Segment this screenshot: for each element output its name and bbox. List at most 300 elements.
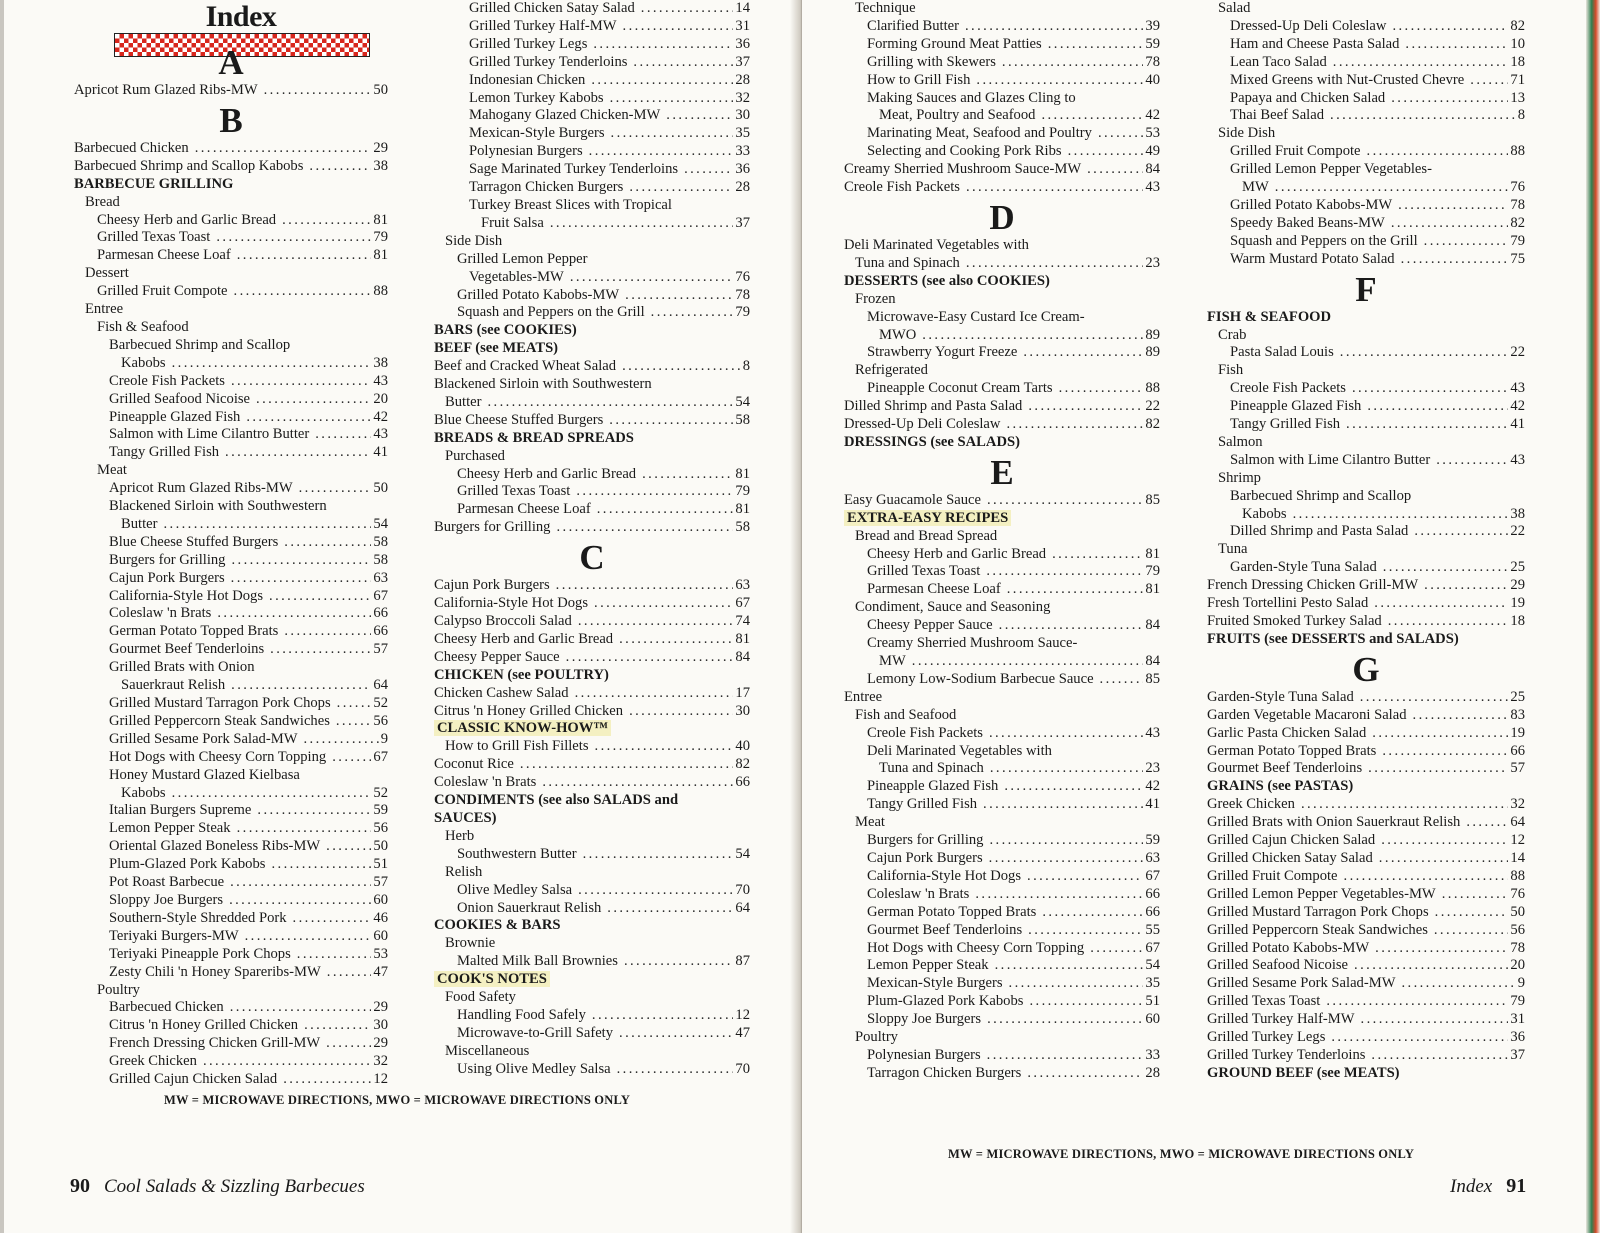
index-entry bbox=[74, 731, 388, 749]
entry-title: MW bbox=[879, 653, 906, 669]
index-entry bbox=[434, 358, 750, 376]
index-category bbox=[1207, 309, 1525, 327]
index-subheading bbox=[1207, 470, 1525, 488]
index-category bbox=[74, 176, 388, 194]
page-ref: 63 bbox=[1145, 849, 1160, 866]
entry-title: Grilled Cajun Chicken Salad bbox=[1207, 832, 1376, 849]
dot-leader bbox=[216, 229, 371, 247]
index-subheading bbox=[74, 301, 388, 319]
heading-text: Condiment, Sauce and Seasoning bbox=[855, 599, 1051, 616]
entry-title: Butter bbox=[445, 393, 482, 410]
page-ref: 28 bbox=[1145, 1064, 1160, 1081]
dot-leader bbox=[597, 501, 734, 519]
heading-text: Making Sauces and Glazes Cling to bbox=[867, 89, 1076, 106]
entry-title: Pasta Salad Louis bbox=[1230, 344, 1334, 361]
dot-leader bbox=[231, 552, 371, 570]
dot-leader bbox=[1375, 940, 1508, 958]
heading-text: Salmon bbox=[1218, 433, 1263, 450]
index-entry bbox=[434, 412, 750, 430]
dot-leader bbox=[1340, 344, 1509, 362]
dot-leader bbox=[1391, 90, 1508, 108]
index-entry bbox=[74, 516, 388, 534]
dot-leader bbox=[570, 269, 734, 287]
dot-leader bbox=[237, 820, 372, 838]
index-entry bbox=[74, 605, 388, 623]
index-entry bbox=[1207, 1047, 1525, 1065]
index-subheading bbox=[74, 498, 388, 516]
dot-leader bbox=[625, 287, 733, 305]
index-entry bbox=[1207, 523, 1525, 541]
page-ref: 54 bbox=[373, 515, 388, 532]
index-subheading bbox=[1207, 362, 1525, 380]
index-entry bbox=[844, 1047, 1160, 1065]
index-entry bbox=[844, 72, 1160, 90]
entry-title: Italian Burgers Supreme bbox=[109, 802, 252, 819]
page-ref: 30 bbox=[735, 107, 750, 124]
entry-title: Teriyaki Burgers-MW bbox=[109, 927, 239, 944]
index-entry bbox=[74, 1035, 388, 1053]
dot-leader bbox=[231, 570, 372, 588]
dot-leader bbox=[332, 749, 371, 767]
index-entry bbox=[844, 255, 1160, 273]
page-ref: 14 bbox=[1510, 849, 1525, 866]
dot-leader bbox=[1374, 595, 1508, 613]
index-entry bbox=[844, 975, 1160, 993]
page-ref: 81 bbox=[735, 501, 750, 518]
dot-leader bbox=[256, 391, 371, 409]
dot-leader bbox=[556, 519, 733, 537]
index-entry bbox=[844, 179, 1160, 197]
heading-text: Turkey Breast Slices with Tropical bbox=[469, 196, 672, 213]
heading-text: FRUITS (see DESSERTS and SALADS) bbox=[1207, 630, 1459, 647]
page-ref: 58 bbox=[373, 551, 388, 568]
dot-leader bbox=[172, 355, 372, 373]
dot-leader bbox=[1367, 143, 1509, 161]
index-subheading bbox=[434, 448, 750, 466]
dot-leader bbox=[303, 731, 378, 749]
index-subheading bbox=[74, 462, 388, 480]
index-subheading bbox=[434, 935, 750, 953]
page-ref: 84 bbox=[1145, 161, 1160, 178]
heading-text: Deli Marinated Vegetables with bbox=[844, 236, 1029, 253]
index-category bbox=[434, 720, 750, 738]
index-entry bbox=[844, 617, 1160, 635]
left-folio bbox=[70, 1175, 365, 1198]
index-subheading bbox=[844, 599, 1160, 617]
page-ref: 57 bbox=[1510, 760, 1525, 777]
page-ref: 9 bbox=[1517, 975, 1525, 992]
heading-text: GROUND BEEF (see MEATS) bbox=[1207, 1064, 1400, 1081]
index-entry bbox=[434, 143, 750, 161]
dot-leader bbox=[304, 1017, 371, 1035]
entry-title: Butter bbox=[121, 515, 158, 532]
dot-leader bbox=[642, 466, 733, 484]
index-subheading bbox=[844, 362, 1160, 380]
page-ref: 25 bbox=[1510, 688, 1525, 705]
entry-title: Citrus 'n Honey Grilled Chicken bbox=[109, 1017, 299, 1034]
page-ref: 59 bbox=[373, 802, 388, 819]
dot-leader bbox=[1059, 380, 1144, 398]
index-entry bbox=[844, 125, 1160, 143]
entry-title: Lemon Turkey Kabobs bbox=[469, 89, 604, 106]
entry-title: Parmesan Cheese Loaf bbox=[457, 501, 591, 518]
entry-title: Grilled Fruit Compote bbox=[97, 283, 228, 300]
index-subheading bbox=[434, 989, 750, 1007]
entry-title: Grilled Chicken Satay Salad bbox=[1207, 849, 1373, 866]
dot-leader bbox=[237, 247, 372, 265]
page-ref: 35 bbox=[1145, 975, 1160, 992]
entry-title: Grilled Peppercorn Steak Sandwiches bbox=[1207, 921, 1428, 938]
page-ref: 17 bbox=[735, 684, 750, 701]
entry-title: Barbecued Chicken bbox=[74, 139, 189, 156]
index-entry bbox=[434, 649, 750, 667]
entry-title: Forming Ground Meat Patties bbox=[867, 35, 1042, 52]
dot-leader bbox=[617, 1061, 734, 1079]
entry-title: Grilled Fruit Compote bbox=[1207, 867, 1338, 884]
index-entry bbox=[74, 874, 388, 892]
dot-leader bbox=[225, 444, 371, 462]
dot-leader bbox=[1368, 760, 1508, 778]
entry-title: Hot Dogs with Cheesy Corn Topping bbox=[109, 748, 327, 765]
dot-leader bbox=[282, 212, 371, 230]
index-entry bbox=[74, 838, 388, 856]
page-ref: 43 bbox=[1145, 724, 1160, 741]
page-ref: 58 bbox=[735, 519, 750, 536]
dot-leader bbox=[1435, 904, 1509, 922]
index-entry bbox=[1207, 506, 1525, 524]
page-ref: 37 bbox=[735, 214, 750, 231]
dot-leader bbox=[1331, 1029, 1508, 1047]
index-column-4 bbox=[1207, 0, 1525, 1083]
heading-text: GRAINS (see PASTAS) bbox=[1207, 778, 1354, 795]
index-entry bbox=[434, 882, 750, 900]
index-entry bbox=[1207, 215, 1525, 233]
page-ref: 12 bbox=[1510, 832, 1525, 849]
index-entry bbox=[1207, 197, 1525, 215]
entry-title: Hot Dogs with Cheesy Corn Topping bbox=[867, 939, 1085, 956]
dot-leader bbox=[1392, 18, 1508, 36]
index-entry bbox=[844, 868, 1160, 886]
entry-title: Grilled Fruit Compote bbox=[1230, 143, 1361, 160]
index-entry bbox=[1207, 940, 1525, 958]
index-entry bbox=[1207, 143, 1525, 161]
page-ref: 56 bbox=[373, 820, 388, 837]
heading-text: Microwave-Easy Custard Ice Cream- bbox=[867, 308, 1085, 325]
dot-leader bbox=[989, 725, 1143, 743]
entry-title: Grilled Turkey Legs bbox=[1207, 1029, 1326, 1046]
page-ref: 18 bbox=[1510, 53, 1525, 70]
heading-text: Grilled Brats with Onion bbox=[109, 659, 255, 676]
index-entry bbox=[1207, 613, 1525, 631]
entry-title: Polynesian Burgers bbox=[867, 1046, 981, 1063]
page-ref: 59 bbox=[1145, 832, 1160, 849]
dot-leader bbox=[1042, 904, 1143, 922]
index-entry bbox=[1207, 54, 1525, 72]
index-entry bbox=[74, 928, 388, 946]
page-ref: 56 bbox=[373, 712, 388, 729]
dot-leader bbox=[487, 394, 733, 412]
index-entry bbox=[844, 161, 1160, 179]
dot-leader bbox=[1068, 143, 1144, 161]
dot-leader bbox=[264, 82, 372, 100]
index-entry bbox=[434, 846, 750, 864]
dot-leader bbox=[1371, 1047, 1508, 1065]
index-entry bbox=[74, 641, 388, 659]
heading-text: BEEF (see MEATS) bbox=[434, 340, 559, 357]
dot-leader bbox=[1434, 922, 1509, 940]
dot-leader bbox=[619, 1025, 733, 1043]
entry-title: Creole Fish Packets bbox=[867, 724, 983, 741]
index-entry bbox=[74, 534, 388, 552]
page-ref: 46 bbox=[373, 909, 388, 926]
entry-title: Gourmet Beef Tenderloins bbox=[867, 921, 1023, 938]
page-ref: 52 bbox=[373, 784, 388, 801]
entry-title: Pineapple Glazed Fish bbox=[109, 408, 241, 425]
index-subheading bbox=[74, 337, 388, 355]
entry-title: Grilled Sesame Pork Salad-MW bbox=[109, 730, 298, 747]
entry-title: Onion Sauerkraut Relish bbox=[457, 899, 602, 916]
entry-title: Parmesan Cheese Loaf bbox=[867, 581, 1001, 598]
dot-leader bbox=[610, 90, 734, 108]
page-ref: 87 bbox=[735, 953, 750, 970]
page-ref: 18 bbox=[1510, 613, 1525, 629]
index-entry bbox=[1207, 904, 1525, 922]
index-entry bbox=[74, 355, 388, 373]
index-entry bbox=[1207, 993, 1525, 1011]
page-ref: 64 bbox=[1510, 814, 1525, 831]
page-ref: 66 bbox=[1145, 903, 1160, 920]
index-entry bbox=[434, 125, 750, 143]
section-letter: B bbox=[219, 100, 243, 140]
heading-text: Creamy Sherried Mushroom Sauce- bbox=[867, 635, 1078, 652]
index-subheading bbox=[844, 743, 1160, 761]
index-entry bbox=[434, 1007, 750, 1025]
heading-text: FISH & SEAFOOD bbox=[1207, 308, 1332, 325]
dot-leader bbox=[576, 483, 733, 501]
entry-title: Using Olive Medley Salsa bbox=[457, 1060, 611, 1077]
page-ref: 40 bbox=[735, 738, 750, 755]
index-entry bbox=[74, 283, 388, 301]
entry-title: Chicken Cashew Salad bbox=[434, 684, 569, 701]
heading-text: Relish bbox=[445, 863, 483, 880]
entry-title: Grilled Peppercorn Steak Sandwiches bbox=[109, 712, 330, 729]
dot-leader bbox=[520, 756, 734, 774]
entry-title: Squash and Peppers on the Grill bbox=[457, 304, 645, 321]
dot-leader bbox=[965, 18, 1143, 36]
dot-leader bbox=[976, 72, 1143, 90]
index-entry bbox=[74, 999, 388, 1017]
entry-title: Polynesian Burgers bbox=[469, 143, 583, 160]
entry-title: Pineapple Glazed Fish bbox=[1230, 398, 1362, 415]
heading-text: Entree bbox=[844, 688, 883, 705]
entry-title: Mexican-Style Burgers bbox=[469, 125, 605, 142]
dot-leader bbox=[1301, 796, 1508, 814]
page-ref: 33 bbox=[735, 143, 750, 160]
entry-title: Thai Beef Salad bbox=[1230, 107, 1325, 124]
page-ref: 51 bbox=[1145, 993, 1160, 1010]
heading-text: Technique bbox=[855, 0, 916, 16]
index-entry bbox=[74, 480, 388, 498]
entry-title: Grilled Texas Toast bbox=[867, 563, 981, 580]
heading-text: CLASSIC KNOW-HOW™ bbox=[434, 720, 611, 736]
page-ref: 19 bbox=[1510, 724, 1525, 741]
index-entry bbox=[74, 785, 388, 803]
page-ref: 82 bbox=[1510, 214, 1525, 231]
index-entry bbox=[1207, 725, 1525, 743]
page-ref: 79 bbox=[735, 304, 750, 321]
index-entry bbox=[844, 36, 1160, 54]
dot-leader bbox=[299, 480, 372, 498]
entry-title: Creamy Sherried Mushroom Sauce-MW bbox=[844, 161, 1082, 178]
page-ref: 30 bbox=[735, 702, 750, 719]
entry-title: Speedy Baked Beans-MW bbox=[1230, 214, 1385, 231]
entry-title: Greek Chicken bbox=[109, 1053, 197, 1070]
entry-title: Pot Roast Barbecue bbox=[109, 874, 225, 891]
book-title: Cool Salads & Sizzling Barbecues bbox=[104, 1176, 365, 1197]
dot-leader bbox=[986, 563, 1143, 581]
index-entry bbox=[434, 703, 750, 721]
page-ref: 42 bbox=[1510, 398, 1525, 415]
entry-title: Plum-Glazed Pork Kabobs bbox=[109, 856, 266, 873]
index-entry bbox=[74, 964, 388, 982]
entry-title: Cajun Pork Burgers bbox=[109, 569, 225, 586]
index-category bbox=[434, 792, 750, 810]
index-entry bbox=[1207, 18, 1525, 36]
heading-text: CONDIMENTS (see also SALADS and bbox=[434, 792, 679, 809]
dot-leader bbox=[1023, 344, 1143, 362]
entry-title: Dressed-Up Deli Coleslaw bbox=[844, 416, 1001, 433]
dot-leader bbox=[1424, 233, 1509, 251]
page-ref: 14 bbox=[735, 0, 750, 16]
index-entry bbox=[434, 1061, 750, 1079]
dot-leader bbox=[987, 1011, 1143, 1029]
index-column-1 bbox=[74, 42, 388, 1089]
page-ref: 88 bbox=[1145, 380, 1160, 397]
index-entry bbox=[844, 107, 1160, 125]
heading-text: COOK'S NOTES bbox=[434, 971, 550, 987]
dot-leader bbox=[999, 617, 1144, 635]
dot-leader bbox=[633, 54, 733, 72]
index-entry bbox=[74, 444, 388, 462]
entry-title: Barbecued Chicken bbox=[109, 999, 224, 1016]
dot-leader bbox=[983, 796, 1143, 814]
page-ref: 63 bbox=[373, 569, 388, 586]
entry-title: Selecting and Cooking Pork Ribs bbox=[867, 143, 1062, 160]
dot-leader bbox=[1293, 506, 1509, 524]
entry-title: Creole Fish Packets bbox=[1230, 380, 1346, 397]
entry-title: How to Grill Fish Fillets bbox=[445, 738, 589, 755]
dot-leader bbox=[230, 999, 372, 1017]
entry-title: Indonesian Chicken bbox=[469, 71, 586, 88]
dot-leader bbox=[987, 492, 1143, 510]
page-ref: 39 bbox=[1145, 17, 1160, 34]
dot-leader bbox=[651, 304, 734, 322]
dot-leader bbox=[337, 695, 372, 713]
index-entry bbox=[1207, 344, 1525, 362]
entry-title: Burgers for Grilling bbox=[434, 519, 551, 536]
page-ref: 76 bbox=[1510, 179, 1525, 196]
page-ref: 42 bbox=[1145, 778, 1160, 795]
dot-leader bbox=[326, 1035, 371, 1053]
index-subheading bbox=[74, 982, 388, 1000]
page-ref: 50 bbox=[373, 838, 388, 855]
entry-title: Garden Vegetable Macaroni Salad bbox=[1207, 706, 1407, 723]
page-ref: 85 bbox=[1145, 670, 1160, 687]
index-category bbox=[844, 273, 1160, 291]
index-entry bbox=[74, 570, 388, 588]
heading-text: Bread bbox=[85, 193, 120, 210]
running-head: Index bbox=[1450, 1176, 1493, 1197]
page-ref: 40 bbox=[1145, 71, 1160, 88]
dot-leader bbox=[684, 161, 733, 179]
dot-leader bbox=[989, 832, 1143, 850]
index-subheading bbox=[434, 864, 750, 882]
heading-text: Bread and Bread Spread bbox=[855, 527, 998, 544]
page-ref: 41 bbox=[1510, 416, 1525, 433]
index-entry bbox=[434, 483, 750, 501]
index-entry bbox=[844, 18, 1160, 36]
page-ref: 58 bbox=[735, 411, 750, 428]
index-subheading bbox=[1207, 434, 1525, 452]
index-category bbox=[434, 340, 750, 358]
index-subheading bbox=[1207, 161, 1525, 179]
index-entry bbox=[1207, 922, 1525, 940]
index-entry bbox=[434, 1025, 750, 1043]
index-entry bbox=[1207, 595, 1525, 613]
heading-text: Tuna bbox=[1218, 541, 1248, 558]
index-entry bbox=[434, 738, 750, 756]
page-ref: 36 bbox=[735, 35, 750, 52]
dot-leader bbox=[271, 856, 371, 874]
entry-title: Grilled Texas Toast bbox=[457, 483, 571, 500]
dot-leader bbox=[1090, 940, 1143, 958]
page-ref: 79 bbox=[1510, 993, 1525, 1010]
heading-text: Brownie bbox=[445, 935, 496, 952]
page-ref: 66 bbox=[373, 605, 388, 622]
dot-leader bbox=[1006, 416, 1143, 434]
entry-title: Coleslaw 'n Brats bbox=[109, 605, 212, 622]
index-category bbox=[1207, 778, 1525, 796]
footnote-right: MW = MICROWAVE DIRECTIONS, MWO = MICROWAVE DIRECTIONS ONLY bbox=[948, 1147, 1415, 1161]
dot-leader bbox=[611, 125, 734, 143]
dot-leader bbox=[283, 1071, 371, 1089]
entry-title: Coconut Rice bbox=[434, 756, 514, 773]
dot-leader bbox=[578, 882, 733, 900]
entry-title: Dilled Shrimp and Pasta Salad bbox=[844, 398, 1023, 415]
page-ref: 36 bbox=[735, 161, 750, 178]
entry-title: Mexican-Style Burgers bbox=[867, 975, 1003, 992]
dot-leader bbox=[1028, 922, 1143, 940]
entry-title: French Dressing Chicken Grill-MW bbox=[109, 1035, 321, 1052]
index-entry bbox=[434, 179, 750, 197]
page-ref: 67 bbox=[1145, 867, 1160, 884]
page-ref: 38 bbox=[1510, 505, 1525, 522]
entry-title: Microwave-to-Grill Safety bbox=[457, 1024, 614, 1041]
entry-title: Creole Fish Packets bbox=[109, 372, 225, 389]
page-ref: 37 bbox=[1510, 1046, 1525, 1063]
entry-title: Handling Food Safely bbox=[457, 1006, 586, 1023]
dot-leader bbox=[623, 18, 734, 36]
dot-leader bbox=[990, 760, 1144, 778]
page-ref: 76 bbox=[1510, 885, 1525, 902]
heading-text: EXTRA-EASY RECIPES bbox=[844, 510, 1011, 526]
heading-text: Honey Mustard Glazed Kielbasa bbox=[109, 766, 300, 783]
page-ref: 85 bbox=[1145, 491, 1160, 508]
entry-title: Tangy Grilled Fish bbox=[1230, 416, 1341, 433]
index-entry bbox=[434, 269, 750, 287]
page-ref: 55 bbox=[1145, 921, 1160, 938]
page-ref: 43 bbox=[373, 426, 388, 443]
